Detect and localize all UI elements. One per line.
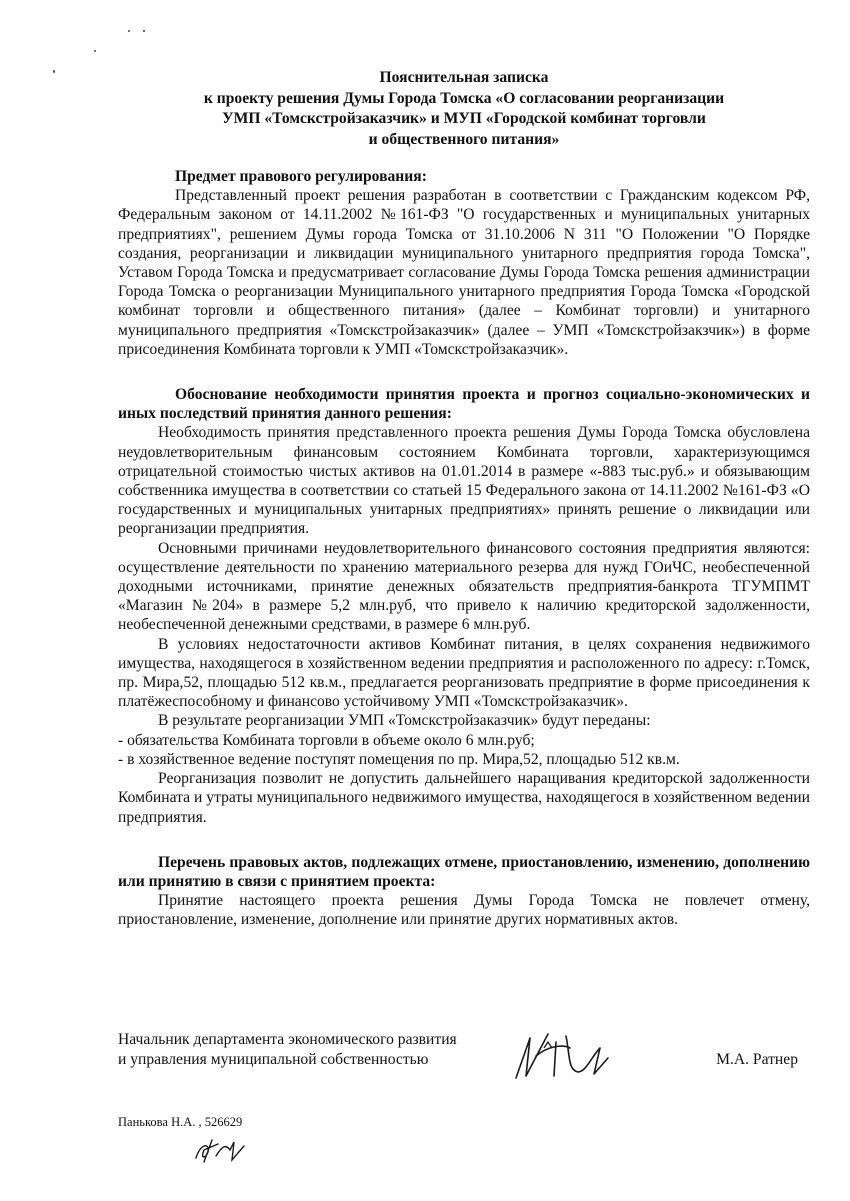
signatory-position-line-1: Начальник департамента экономического развития (118, 1031, 457, 1048)
signatory-name: М.А. Ратнер (716, 1051, 798, 1068)
section-2-list-item-2: - в хозяйственное ведение поступят помещения по пр. Мира,52, площадью 512 кв.м. (118, 750, 680, 768)
section-1-heading: Предмет правового регулирования: (175, 168, 427, 185)
document-title (118, 68, 810, 150)
section-1-paragraph: Представленный проект решения разработан в соответствии с Гражданским кодексом РФ, Федеральным законом от 14.11.2002 №161-ФЗ "О государственных и муниципальных унитарных предприятиях", решением Думы города Томска от 31.10.2006 N 311 "О Положении "О Порядке создания, реорганизации и ликвидации муниципального унитарного предприятия города Томска", Уставом Города Томска и предусматривает согласование Думы Города Томска решения администрации Города Томска о реорганизации Муниципального унитарного предприятия Города Томска «Городской комбинат торговли и общественного питания» (далее – Комбинат торговли) и унитарного муниципального предприятия «Томскстройзаказчик» (далее – УМП «Томскстройзакзчик») в форме присоединения Комбината торговли к УМП «Томскстройзаказчик». (118, 187, 810, 358)
section-2-paragraph-3: В условиях недостаточности активов Комбинат питания, в целях сохранения недвижимого имущества, находящегося в хозяйственном ведении предприятия и расположенного по адресу: г.Томск, пр. Мира,52, площадью 512 кв.м., предлагается реорганизовать предприятие в форме присоединения к платёжеспособному и финансово устойчивому УМП «Томскстройзаказчик». (118, 635, 810, 711)
section-2-heading: Обоснование необходимости принятия проекта и прогноз социально-экономических и иных последствий принятия данного решения: (118, 386, 810, 423)
signatory-position (118, 1030, 457, 1070)
section-2-list-item-1: - обязательства Комбината торговли в объеме около 6 млн.руб; (118, 731, 535, 749)
handwritten-signature (508, 1026, 618, 1086)
title-line-2: к проекту решения Думы Города Томска «О согласовании реорганизации (203, 89, 725, 107)
executor-initials-signature (190, 1136, 250, 1166)
title-line-3: УМП «Томскстройзаказчик» и МУП «Городской комбинат торговли (222, 110, 706, 127)
section-3-heading: Перечень правовых актов, подлежащих отмене, приостановлению, изменению, дополнению или принятию в связи с принятием проекта: (118, 853, 810, 890)
section-3-paragraph: Принятие настоящего проекта решения Думы Города Томска не повлечет отмену, приостановление, изменение, дополнение или принятие других нормативных актов. (118, 892, 810, 929)
scan-speck (143, 30, 145, 32)
section-2-paragraph-1: Необходимость принятия представленного проекта решения Думы Города Томска обусловлена неудовлетворительным финансовым состоянием Комбината торговли, характеризующимся отрицательной стоимостью чистых активов на 01.01.2014 в размере «-883 тыс.руб.» и обязывающим собственника имущества в соответствии со статьей 15 Федерального закона от 14.11.2002 №161-ФЗ «О государственных и муниципальных унитарных предприятиях» принять решение о ликвидации или реорганизации предприятия. (118, 424, 810, 538)
title-line-4: и общественного питания» (368, 130, 560, 148)
section-2-paragraph-4: В результате реорганизации УМП «Томскстройзаказчик» будут переданы: (158, 712, 651, 730)
scan-speck (53, 70, 55, 73)
section-2-paragraph-5: Реорганизация позволит не допустить дальнейшего наращивания кредиторской задолженности Комбината и утраты муниципального недвижимого имущества, находящегося в хозяйственном ведении предприятия. (118, 770, 810, 826)
section-2-paragraph-2: Основными причинами неудовлетворительного финансового состояния предприятия являются: осуществление деятельности по хранению материального резерва для нужд ГОиЧС, необеспеченной доходными источниками, принятие денежных обязательств предприятия-банкрота ТГУМПМТ «Магазин №204» в размере 5,2 млн.руб, что привело к наличию кредиторской задолженности, необеспеченной денежными средствами, в размере 6 млн.руб. (118, 539, 810, 634)
title-line-1: Пояснительная записка (379, 69, 549, 86)
executor-info: Панькова Н.А. , 526629 (118, 1115, 243, 1129)
scan-speck (128, 30, 130, 32)
scan-speck (94, 50, 96, 52)
signature-block (118, 1030, 808, 1090)
signatory-position-line-2: и управления муниципальной собственностью (118, 1051, 429, 1068)
document-page (118, 68, 810, 930)
